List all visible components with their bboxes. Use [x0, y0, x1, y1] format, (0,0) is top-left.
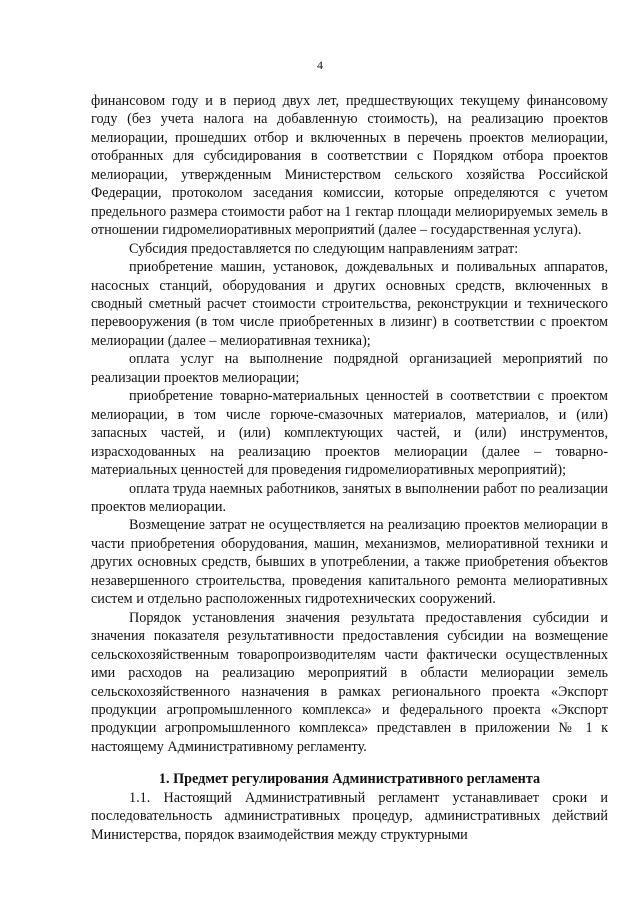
- section-title: 1. Предмет регулирования Административного регламента: [158, 771, 541, 788]
- page-number: 4: [317, 58, 323, 72]
- paragraph-reimbursement-exclusions: Возмещение затрат не осуществляется на реализацию проектов мелиорации в части приобретения оборудования, машин, механизмов, мелиоративной техники и других основных средств, бывших в употреблении, а также приобретения объектов незавершенного строительства, проведения капитального ремонта мелиоративных систем и отдельно расположенных гидротехнических сооружений.: [91, 517, 608, 608]
- document-body: [91, 92, 608, 844]
- paragraph-materials: приобретение товарно-материальных ценностей в соответствии с проектом мелиорации, в том числе горюче-смазочных материалов, материалов, и (или) запасных частей, и (или) комплектующих частей, и (или) инструментов, израсходованных на реализацию проектов мелиорации (далее – товарно-материальных ценностей для проведения гидромелиоративных мероприятий);: [91, 388, 608, 479]
- paragraph-subsidy-directions: Субсидия предоставляется по следующим направлениям затрат:: [129, 240, 519, 257]
- paragraph-result-indicator: Порядок установления значения результата предоставления субсидии и значения показателя результативности предоставления субсидии на возмещение сельскохозяйственным товаропроизводителям части фактически осуществленных ими расходов на реализацию мероприятий в области мелиорации земель сельскохозяйственного назначения в рамках регионального проекта «Экспорт продукции агропромышленного комплекса» и федерального проекта «Экспорт продукции агропромышленного комплекса» представлен в приложении № 1 к настоящему Административному регламенту.: [91, 609, 608, 755]
- paragraph-section-1-1: 1.1. Настоящий Административный регламент устанавливает сроки и последовательность административных процедур, административных действий Министерства, порядок взаимодействия между структурными: [91, 789, 608, 843]
- paragraph-machinery: приобретение машин, установок, дождевальных и поливальных аппаратов, насосных станций, оборудования и других основных средств, включенных в сводный сметный расчет стоимости строительства, реконструкции и технического перевооружения (в том числе приобретенных в лизинг) в соответствии с проектом мелиорации (далее – мелиоративная техника);: [91, 259, 608, 349]
- paragraph-contractor-services: оплата услуг на выполнение подрядной организацией мероприятий по реализации проектов мелиорации;: [91, 351, 608, 386]
- paragraph-labor: оплата труда наемных работников, занятых в выполнении работ по реализации проектов мелиорации.: [91, 480, 608, 515]
- paragraph-continuation: финансовом году и в период двух лет, предшествующих текущему финансовому году (без учета налога на добавленную стоимость), на реализацию проектов мелиорации, прошедших отбор и включенных в перечень проектов мелиорации, отобранных для субсидирования в соответствии с Порядком отбора проектов мелиорации, утвержденным Министерством сельского хозяйства Российской Федерации, протоколом заседания комиссии, которые определяются с учетом предельного размера стоимости работ на 1 гектар площади мелиорируемых земель в отношении гидромелиоративных мероприятий (далее – государственная услуга).: [91, 93, 608, 239]
